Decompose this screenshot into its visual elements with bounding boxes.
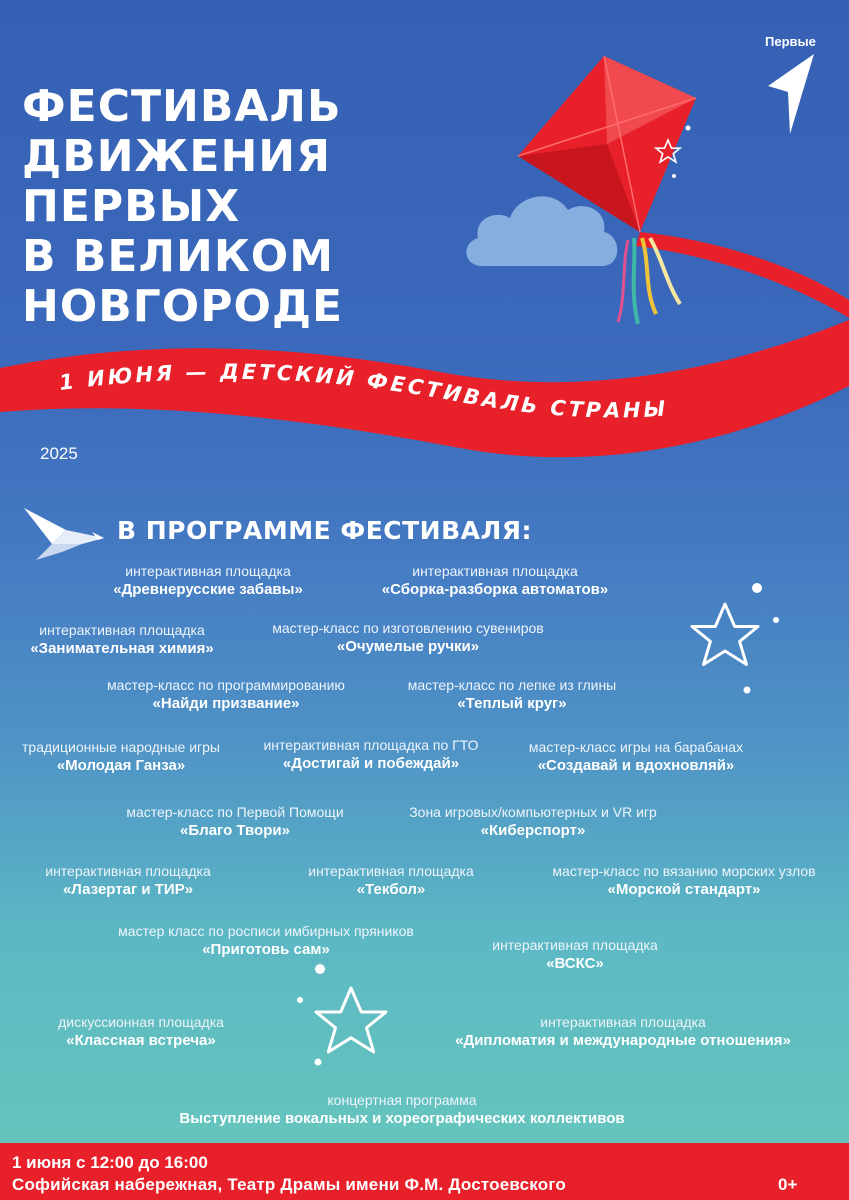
title-line-5: НОВГОРОДЕ xyxy=(22,281,344,332)
program-item-type: мастер-класс по изготовлению сувениров xyxy=(272,620,544,636)
program-item-type: мастер-класс игры на барабанах xyxy=(528,739,744,755)
program-item-name: «Теплый круг» xyxy=(457,695,567,712)
program-item-type: интерактивная площадка по ГТО xyxy=(263,737,479,753)
brand-name: Первые xyxy=(765,34,816,49)
title-line-2: ДВИЖЕНИЯ xyxy=(22,131,331,182)
program-item-name: «Достигай и побеждай» xyxy=(282,755,460,772)
title-line-1: ФЕСТИВАЛЬ xyxy=(22,81,342,132)
program-item-type: мастер класс по росписи имбирных пряников xyxy=(118,923,414,939)
program-item-type: мастер-класс по вязанию морских узлов xyxy=(552,863,816,879)
program-item-type: интерактивная площадка xyxy=(125,563,291,579)
program-item-name: «Найди призвание» xyxy=(152,695,300,712)
event-venue: Софийская набережная, Театр Драмы имени Ф.М. Достоевского xyxy=(12,1175,567,1194)
program-item-name: «Лазертаг и ТИР» xyxy=(62,881,194,898)
program-item-type: интерактивная площадка xyxy=(45,863,211,879)
program-item-name: «ВСКС» xyxy=(546,955,604,972)
program-item-name: «Текбол» xyxy=(356,881,426,898)
program-item-type: традиционные народные игры xyxy=(22,739,220,755)
title-line-3: ПЕРВЫХ xyxy=(22,181,241,232)
program-item-name: «Классная встреча» xyxy=(66,1032,216,1049)
program-item-type: мастер-класс по программированию xyxy=(107,677,345,693)
program-item-type: интерактивная площадка xyxy=(412,563,578,579)
program-item-name: «Приготовь сам» xyxy=(202,941,330,958)
program-item-name: «Сборка-разборка автоматов» xyxy=(381,581,609,598)
program-item-name: «Древнерусские забавы» xyxy=(113,581,303,598)
program-item-type: интерактивная площадка xyxy=(39,622,205,638)
program-item-name: «Дипломатия и международные отношения» xyxy=(455,1032,791,1049)
program-item-name: «Очумелые ручки» xyxy=(336,638,480,655)
title-line-4: В ВЕЛИКОМ xyxy=(22,231,334,282)
program-item-name: «Благо Твори» xyxy=(180,822,290,839)
program-item-type: интерактивная площадка xyxy=(492,937,658,953)
program-heading: В ПРОГРАММЕ ФЕСТИВАЛЯ: xyxy=(117,516,533,545)
program-item-type: Зона игровых/компьютерных и VR игр xyxy=(409,804,657,820)
program-item-type: дискуссионная площадка xyxy=(58,1014,224,1030)
program-item-name: «Киберспорт» xyxy=(480,822,586,839)
ribbon-text: 1 ИЮНЯ — ДЕТСКИЙ ФЕСТИВАЛЬ СТРАНЫ xyxy=(57,359,669,423)
program-item-type: интерактивная площадка xyxy=(308,863,474,879)
program-item-name: «Создавай и вдохновляй» xyxy=(537,757,735,774)
program-item-type: интерактивная площадка xyxy=(540,1014,706,1030)
program-item-type: мастер-класс по лепке из глины xyxy=(407,677,617,693)
program-item-name: «Занимательная химия» xyxy=(30,640,214,657)
program-item-type: концертная программа xyxy=(327,1092,477,1108)
program-item-type: мастер-класс по Первой Помощи xyxy=(126,804,344,820)
program-item-name: «Молодая Ганза» xyxy=(56,757,186,774)
age-rating: 0+ xyxy=(778,1175,798,1194)
program-item-name: «Морской стандарт» xyxy=(607,881,761,898)
year-label: 2025 xyxy=(40,444,78,463)
event-time: 1 июня с 12:00 до 16:00 xyxy=(12,1153,208,1172)
program-item-name: Выступление вокальных и хореографических коллективов xyxy=(179,1110,625,1127)
